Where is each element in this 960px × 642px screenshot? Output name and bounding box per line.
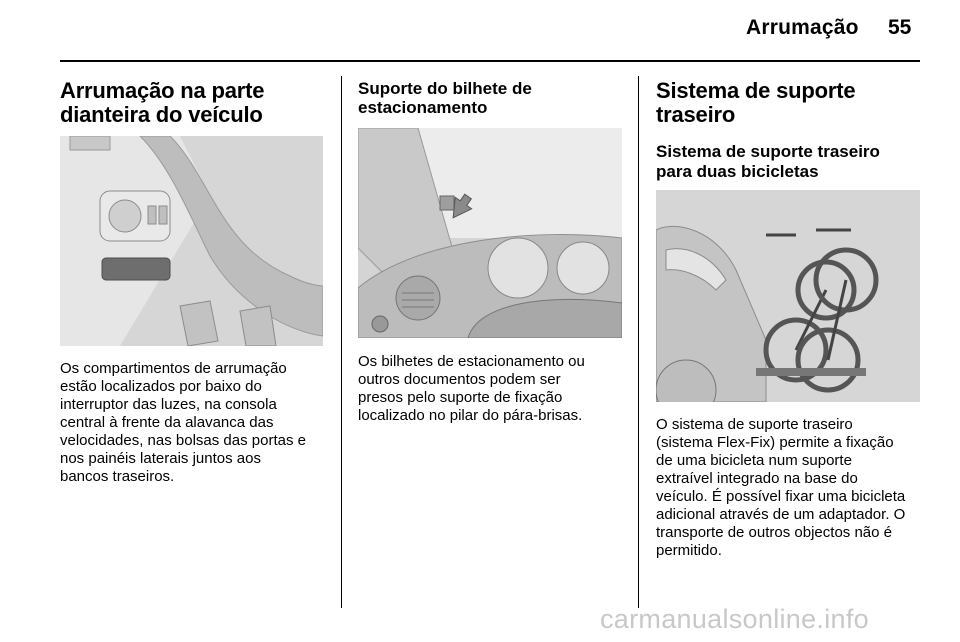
section-heading-line-1: Sistema de suporte [656, 78, 856, 103]
paragraph-line: adicional através de um adaptador. O [656, 506, 906, 523]
section-heading-line-2: dianteira do veículo [60, 102, 263, 127]
section-paragraph [60, 360, 330, 486]
page-number: 55 [888, 16, 912, 39]
paragraph-line: veículo. É possível fixar uma bicicleta [656, 488, 906, 505]
section-paragraph [656, 416, 928, 560]
paragraph-line: bancos traseiros. [60, 468, 175, 485]
watermark: carmanualsonline.info [600, 604, 869, 634]
paragraph-line: interruptor das luzes, na consola [60, 396, 277, 413]
figure-windshield-pillar [358, 128, 622, 338]
paragraph-line: Os bilhetes de estacionamento ou [358, 353, 585, 370]
paragraph-line: O sistema de suporte traseiro [656, 416, 853, 433]
paragraph-line: (sistema Flex-Fix) permite a fixação [656, 434, 894, 451]
paragraph-line: permitido. [656, 542, 722, 559]
paragraph-line: presos pelo suporte de fixação [358, 389, 563, 406]
section-paragraph [358, 353, 628, 425]
paragraph-line: estão localizados por baixo do [60, 378, 262, 395]
figure-bicycle-carrier [656, 190, 920, 402]
section-heading-line-2: traseiro [656, 102, 736, 127]
subheading-line-1: Sistema de suporte traseiro [656, 142, 880, 161]
column-divider-2 [638, 76, 639, 608]
section-heading-line-1: Arrumação na parte [60, 78, 265, 103]
subheading-line-2: para duas bicicletas [656, 162, 819, 181]
paragraph-line: Os compartimentos de arrumação [60, 360, 287, 377]
paragraph-line: transporte de outros objectos não é [656, 524, 892, 541]
paragraph-line: nos painéis laterais juntos aos [60, 450, 261, 467]
page-header-title: Arrumação [746, 16, 859, 39]
header-rule [60, 60, 920, 62]
column-divider-1 [341, 76, 342, 608]
figure-dashboard-storage [60, 136, 323, 346]
paragraph-line: velocidades, nas bolsas das portas e [60, 432, 306, 449]
paragraph-line: outros documentos podem ser [358, 371, 561, 388]
paragraph-line: localizado no pilar do pára-brisas. [358, 407, 583, 424]
paragraph-line: extraível integrado na base do [656, 470, 858, 487]
paragraph-line: central à frente da alavanca das [60, 414, 274, 431]
paragraph-line: de uma bicicleta num suporte [656, 452, 852, 469]
section-heading-line-2: estacionamento [358, 98, 488, 117]
section-heading-line-1: Suporte do bilhete de [358, 79, 532, 98]
